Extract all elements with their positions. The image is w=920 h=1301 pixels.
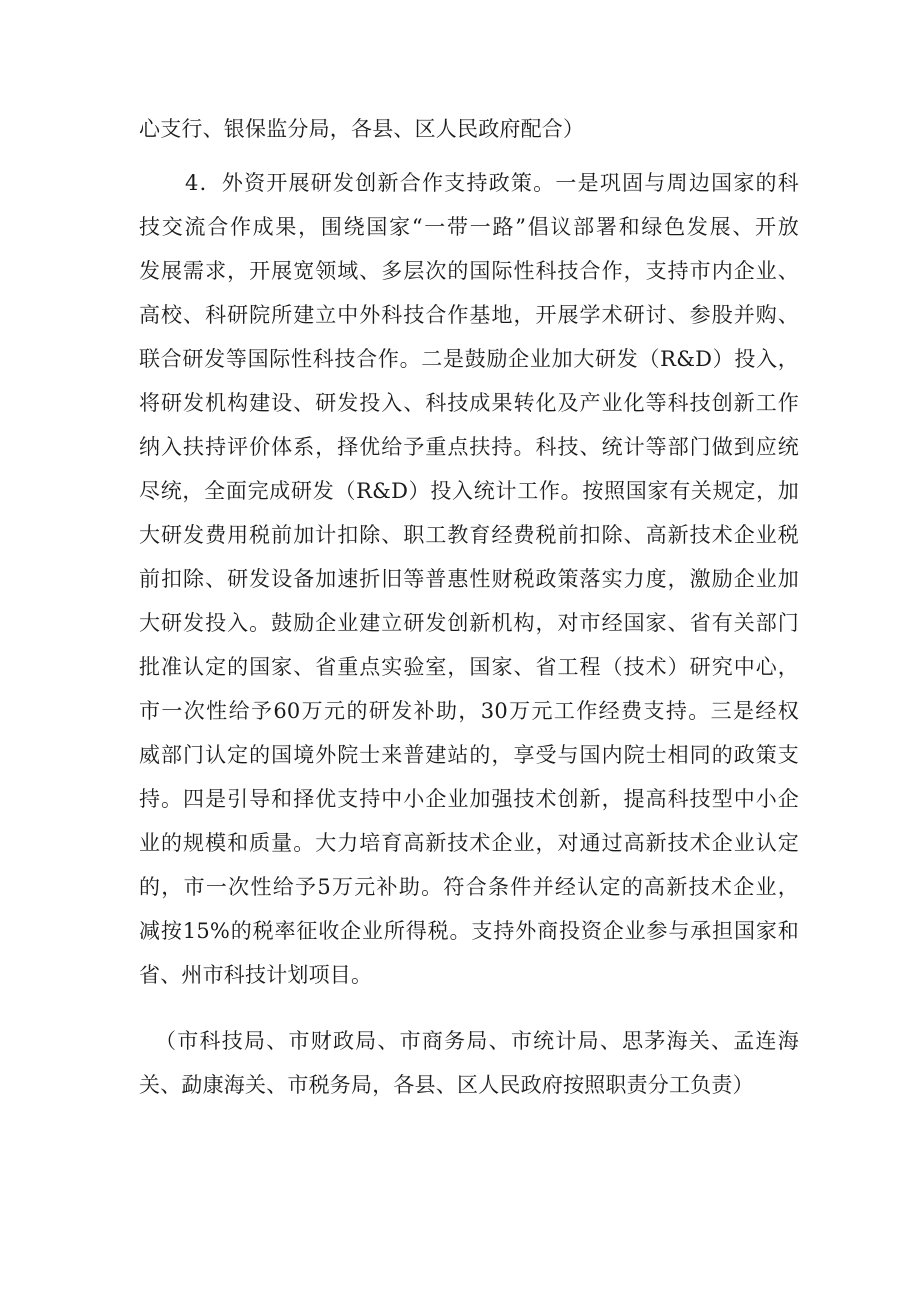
- text-line: 联合研发等国际性科技合作。二是鼓励企业加大研发（R&D）投入，: [139, 347, 799, 371]
- text-line: 批准认定的国家、省重点实验室，国家、省工程（技术）研究中心，: [139, 655, 799, 679]
- text-line: 尽统，全面完成研发（R&D）投入统计工作。按照国家有关规定，加: [139, 479, 799, 503]
- text-line: 纳入扶持评价体系，择优给予重点扶持。科技、统计等部门做到应统: [139, 435, 799, 459]
- text-line: 业的规模和质量。大力培育高新技术企业，对通过高新技术企业认定: [139, 831, 799, 855]
- text-line: 高校、科研院所建立中外科技合作基地，开展学术研讨、参股并购、: [139, 303, 799, 327]
- text-line: 的，市一次性给予5万元补助。符合条件并经认定的高新技术企业，: [139, 875, 799, 899]
- text-line: 技交流合作成果，围绕国家“一带一路”倡议部署和绿色发展、开放: [139, 215, 799, 239]
- text-line: （市科技局、市财政局、市商务局、市统计局、思茅海关、孟连海: [155, 1029, 799, 1053]
- text-line: 前扣除、研发设备加速折旧等普惠性财税政策落实力度，激励企业加: [139, 567, 799, 591]
- text-line: 减按15%的税率征收企业所得税。支持外商投资企业参与承担国家和: [139, 919, 799, 943]
- text-line: 关、勐康海关、市税务局，各县、区人民政府按照职责分工负责）: [139, 1073, 754, 1097]
- text-line: 市一次性给予60万元的研发补助，30万元工作经费支持。三是经权: [139, 699, 799, 723]
- text-line: 发展需求，开展宽领域、多层次的国际性科技合作，支持市内企业、: [139, 259, 799, 283]
- text-line: 持。四是引导和择优支持中小企业加强技术创新，提高科技型中小企: [139, 787, 799, 811]
- text-line: 大研发费用税前加计扣除、职工教育经费税前扣除、高新技术企业税: [139, 523, 799, 547]
- text-line: 心支行、银保监分局，各县、区人民政府配合）: [139, 117, 585, 141]
- text-line: 大研发投入。鼓励企业建立研发创新机构，对市经国家、省有关部门: [139, 611, 799, 635]
- text-line: 省、州市科技计划项目。: [139, 963, 373, 987]
- text-line: 威部门认定的国境外院士来普建站的，享受与国内院士相同的政策支: [139, 743, 799, 767]
- text-line: 将研发机构建设、研发投入、科技成果转化及产业化等科技创新工作: [139, 391, 799, 415]
- text-line: 4．外资开展研发创新合作支持政策。一是巩固与周边国家的科: [185, 171, 799, 195]
